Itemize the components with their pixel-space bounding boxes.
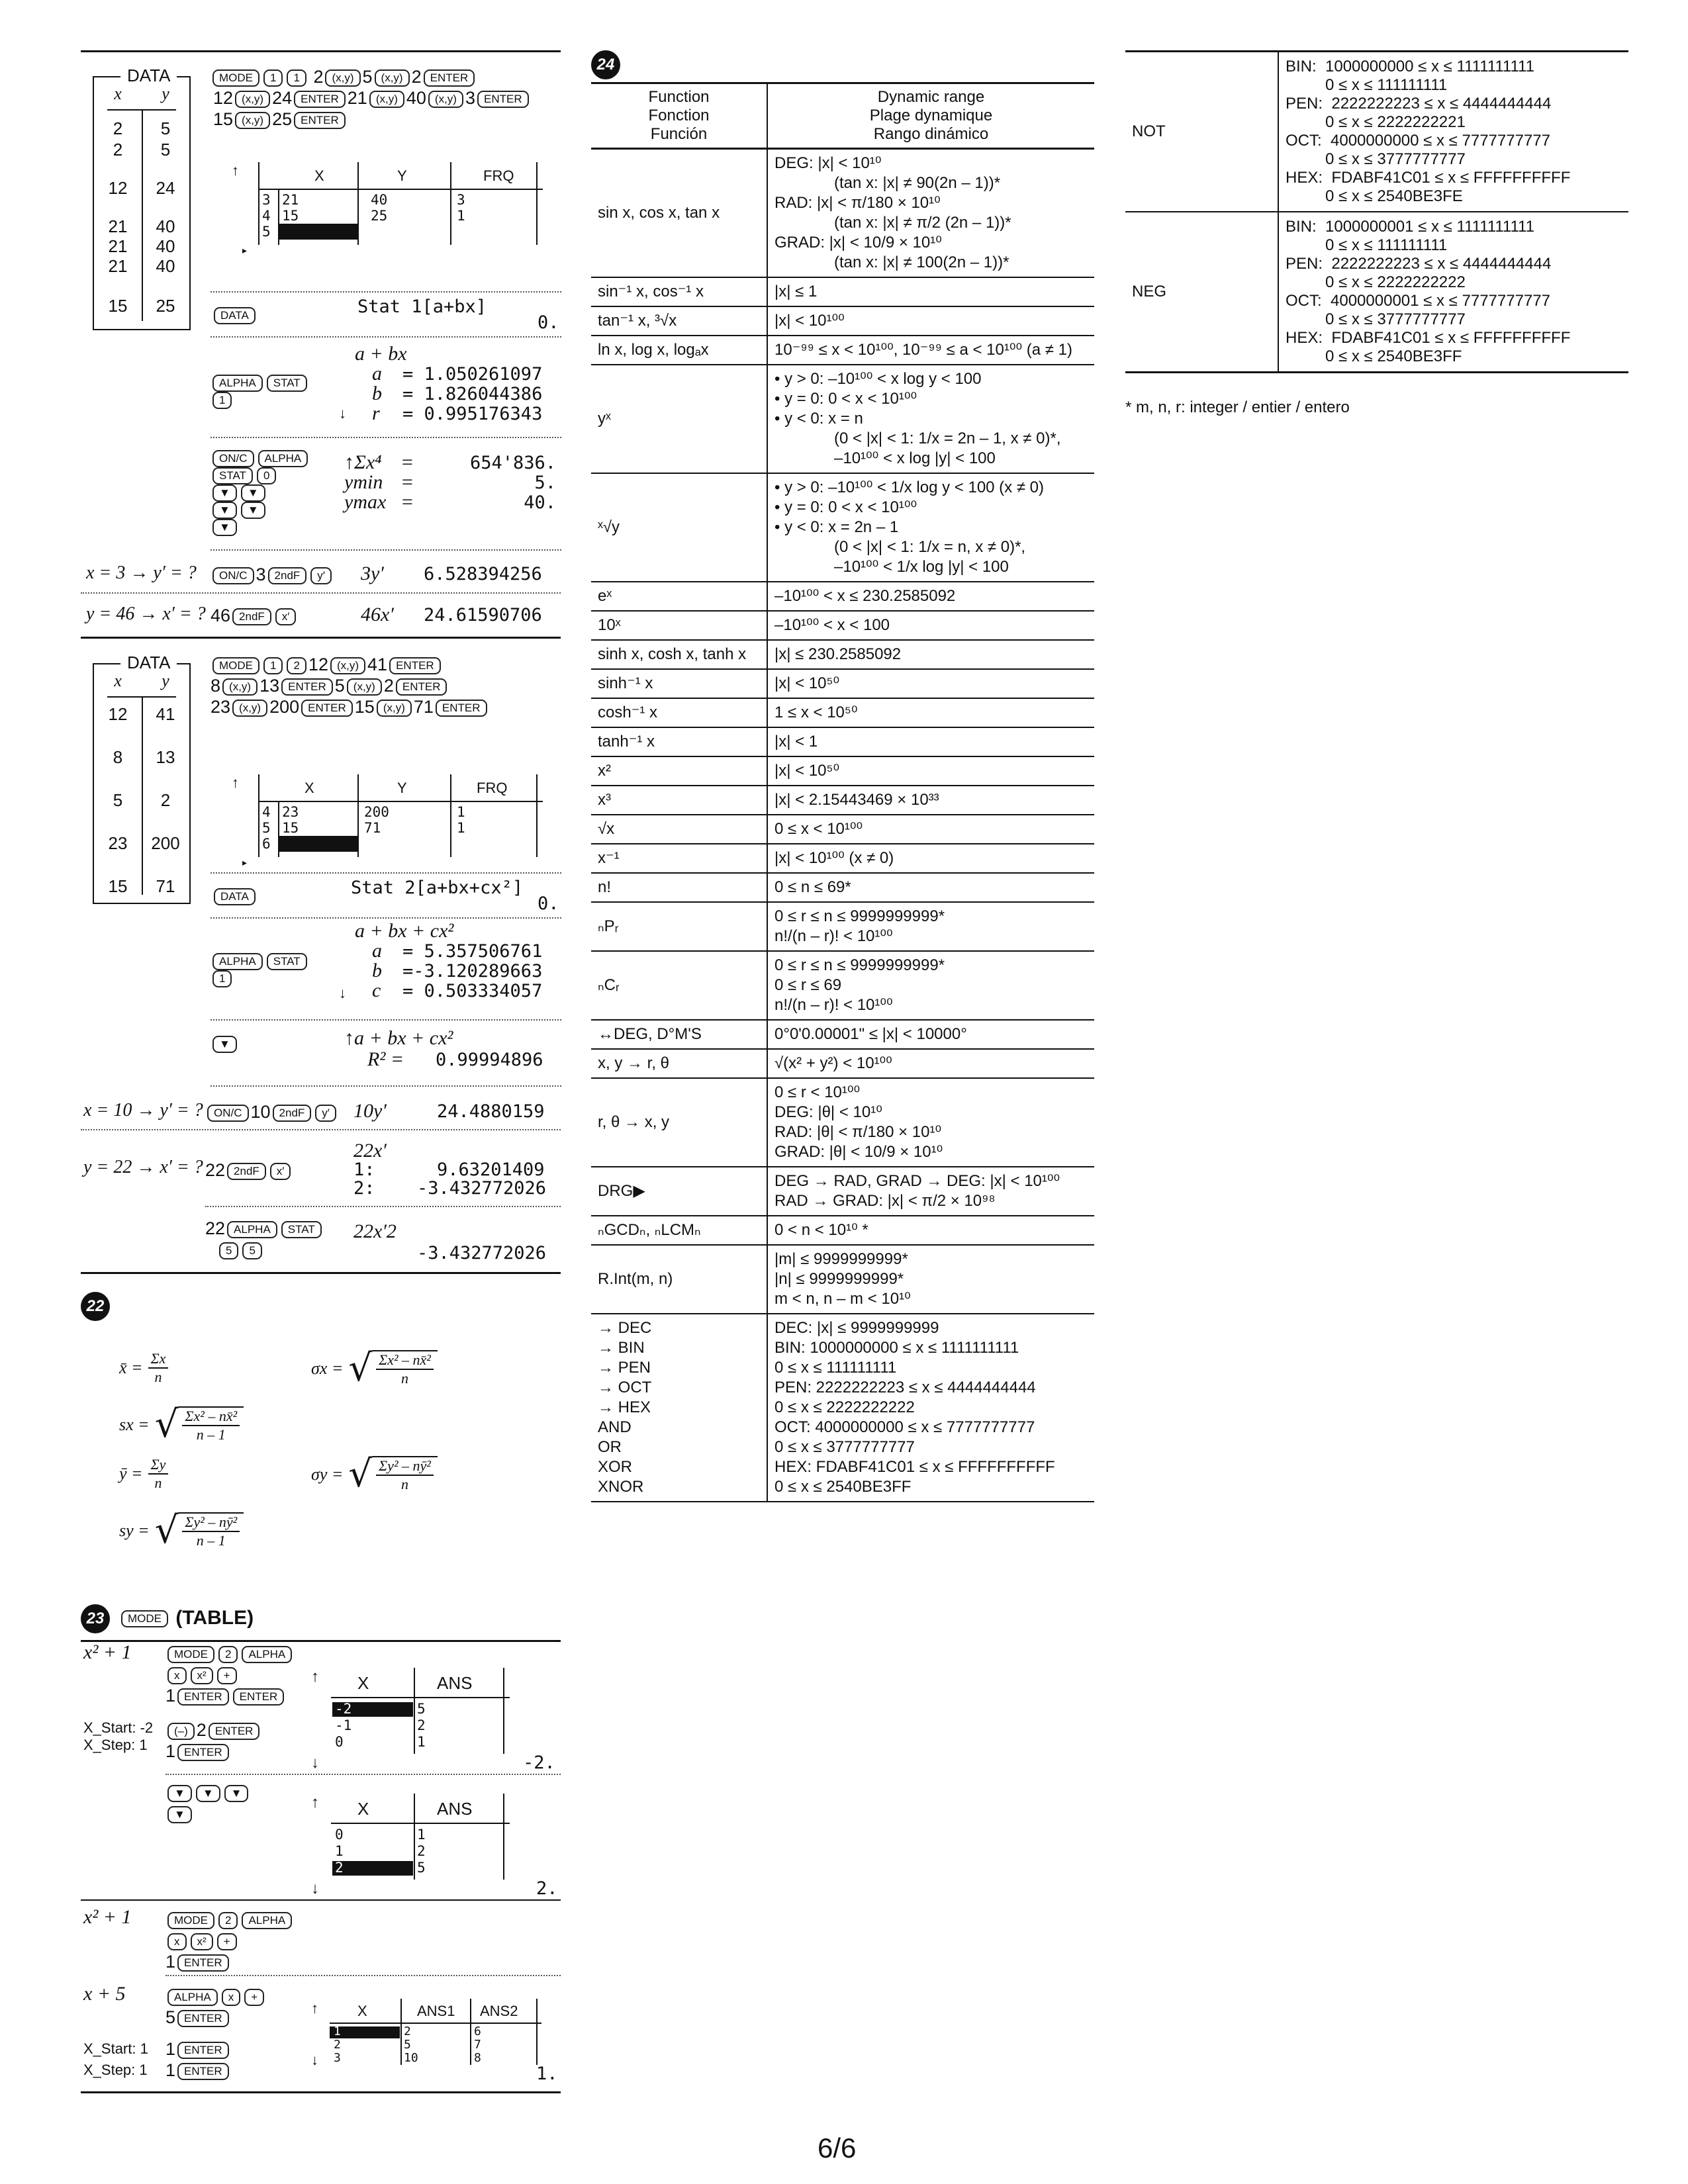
stat1-coeff-keys: ALPHA STAT 1 (211, 375, 309, 409)
stat2-q3-val: -3.432772026 (417, 1243, 547, 1263)
footnote: * m, n, r: integer / entier / entero (1125, 398, 1350, 416)
stat1-data-cell: 12 (108, 178, 128, 198)
range-values: 10⁻⁹⁹ ≤ x < 10¹⁰⁰, 10⁻⁹⁹ ≤ a < 10¹⁰⁰ (a ≠ 1) (767, 336, 1094, 365)
stat1-q2-keys: 46 2ndF x′ (211, 605, 298, 626)
stat1-data-cell: 40 (156, 236, 175, 256)
range-function: ₙGCDₙ, ₙLCMₙ (591, 1216, 767, 1245)
stat1-data-cell: 5 (160, 118, 171, 138)
stat1-q2-val: 24.61590706 (424, 605, 542, 625)
range-values: 0°0'0.00001" ≤ |x| < 10000° (767, 1020, 1094, 1049)
t1-ans: 5 2 1 (417, 1701, 426, 1750)
stat2-coeff-keys: ALPHA STAT 1 (211, 953, 309, 987)
stat1-data-cell: 2 (113, 118, 123, 138)
stat2-data-cell: 71 (156, 876, 175, 896)
range-function: x³ (591, 786, 767, 815)
ex1-xstart: X_Start: -2 X_Step: 1 (83, 1719, 154, 1753)
range-values: 1 ≤ x < 10⁵⁰ (767, 698, 1094, 727)
stat1-data-cell: 40 (156, 216, 175, 236)
stat1-coeff-name: b (372, 383, 382, 404)
stat1-data-cell: 25 (156, 296, 175, 316)
stat2-r2-formula: ↑a + bx + cx² (344, 1027, 453, 1049)
range-values: –10¹⁰⁰ < x < 100 (767, 611, 1094, 640)
stat1-keys-line3: 15 (x,y) 25 ENTER (213, 109, 348, 130)
nn-function: NEG (1125, 212, 1278, 373)
range-values: 0 ≤ x < 10¹⁰⁰ (767, 815, 1094, 844)
stat1-data-cell: 5 (160, 140, 171, 159)
ex3-keys: ALPHA x + 5 ENTER (165, 1985, 266, 2028)
range-row (591, 902, 1094, 951)
stat2-coeff-name: a (372, 940, 382, 962)
range-row (591, 611, 1094, 640)
range-row (591, 873, 1094, 902)
stat1-display-zero: 0. (538, 312, 559, 333)
t1-x: -2 -1 0 (335, 1701, 352, 1750)
stat2-down-key: ▼ (211, 1036, 239, 1053)
stat2-coeff-val: = 0.503334057 (402, 981, 543, 1001)
stat1-mini-table: ↑ X Y FRQ 3 4 5 21 15 40 25 3 1 ▸ (232, 162, 543, 255)
range-values: DEG → RAD, GRAD → DEG: |x| < 10¹⁰⁰ RAD → GRAD: |x| < π/2 × 10⁹⁸ (767, 1167, 1094, 1216)
ex2-keys: MODE 2 ALPHA x x² + 1 ENTER (165, 1909, 294, 1972)
stat1-coeff-name: a (372, 363, 382, 385)
stat1-sum-eq: = (400, 451, 414, 473)
t3-val: 1. (536, 2064, 558, 2084)
stat2-coeff-name: b (372, 960, 382, 981)
stat1-sum-name: ymin (344, 471, 383, 493)
range-function: tan⁻¹ x, ³√x (591, 306, 767, 336)
stat2-q3-disp: 22x′2 (353, 1220, 397, 1242)
range-function: x² (591, 756, 767, 786)
stat1-sum-val: 654'836. (469, 453, 556, 473)
stat2-data-cell: 23 (108, 833, 128, 853)
stat1-formula: a + bx (355, 343, 407, 365)
range-head-function: Function Fonction Función (591, 83, 767, 149)
range-values: DEC: |x| ≤ 9999999999 BIN: 1000000000 ≤ x ≤ 1111111111 0 ≤ x ≤ 111111111 PEN: 2222222223 ≤ x ≤ 4444444444 0 ≤ x ≤ 2222222222 OCT: 4000000000 ≤ x ≤ 7777777777 0 ≤ x ≤ 3777777777 HEX: FDABF41C01 ≤ x ≤ FFFFFFFFFF 0 ≤ x ≤ 2540BE3FF (767, 1314, 1094, 1502)
range-function: x, y → r, θ (591, 1049, 767, 1078)
table-ex1-a: ↑ X ANS -2 -1 0 5 2 1 ↓ (311, 1668, 510, 1774)
stat1-keys-line1: MODE 1 1 2 (x,y) 5 (x,y) 2 ENTER (211, 66, 477, 87)
stat2-data-cell: 2 (160, 790, 171, 810)
stat1-sum-name: ↑Σx⁴ (344, 451, 382, 473)
stat1-mini-x: 21 15 (282, 192, 299, 224)
range-row (591, 640, 1094, 669)
stat2-q2-label: y = 22 → x′ = ? (83, 1157, 203, 1177)
stat1-mini-idx: 3 4 5 (262, 192, 271, 240)
stat2-q2-line2-label: 2: (353, 1178, 375, 1199)
range-row (591, 336, 1094, 365)
range-head-range: Dynamic range Plage dynamique Rango dinámico (767, 83, 1094, 149)
stat2-data-key: DATA (212, 888, 258, 905)
stat1-sum-keys: ON/C ALPHA STAT 0 ▼ ▼ ▼ ▼ ▼ (211, 450, 310, 536)
stat2-q1-disp: 10y′ (353, 1100, 387, 1122)
stat2-coeff-val: = 5.357506761 (402, 941, 543, 962)
stat1-coeff-val: = 1.826044386 (402, 384, 543, 404)
stat2-q3-keys: 22 ALPHA STAT 5 5 (205, 1218, 324, 1260)
range-values: |x| < 10⁵⁰ (767, 669, 1094, 698)
stat2-q1-keys: ON/C 10 2ndF y′ (205, 1101, 338, 1122)
range-values: |m| ≤ 9999999999* |n| ≤ 9999999999* m < n, n – m < 10¹⁰ (767, 1245, 1094, 1314)
range-row (591, 727, 1094, 756)
range-values: |x| < 2.15443469 × 10³³ (767, 786, 1094, 815)
stat1-col-y: y (162, 84, 169, 103)
range-row (591, 1314, 1094, 1502)
cursor-block (279, 224, 357, 240)
stat2-data-cell: 200 (151, 833, 180, 853)
range-function: eˣ (591, 582, 767, 611)
range-row (591, 815, 1094, 844)
section-23-title: MODE (TABLE) (119, 1607, 254, 1629)
stat1-sum-eq: = (400, 471, 414, 493)
stat2-r2-label: R² = (367, 1048, 404, 1070)
section-23-badge: 23 (81, 1604, 110, 1633)
stat1-q1-label: x = 3 → y′ = ? (86, 563, 197, 583)
stat1-display-stat: Stat 1[a+bx] (357, 296, 487, 317)
ex1-xstart-keys: (–) 2 ENTER 1 ENTER (165, 1719, 261, 1762)
range-row (591, 951, 1094, 1020)
range-row (591, 149, 1094, 278)
range-row (591, 844, 1094, 873)
stat2-q1-val: 24.4880159 (437, 1101, 545, 1122)
range-values: • y > 0: –10¹⁰⁰ < x log y < 100 • y = 0: 0 < x < 10¹⁰⁰ • y < 0: x = n (0 < |x| < 1: 1/x = 2n – 1, x ≠ 0)*, –10¹⁰⁰ < x log |y| < 100 (767, 365, 1094, 473)
stat1-q2-label: y = 46 → x′ = ? (86, 604, 206, 624)
stat2-data-cell: 5 (113, 790, 123, 810)
stat2-data-table: DATA x y 12 41 8 13 5 2 23 200 15 71 (93, 663, 191, 904)
table-ex3: ↑ X ANS1 ANS2 1 2 3 2 5 10 6 7 8 ↓ (311, 1999, 543, 2085)
stat1-data-title: DATA (120, 66, 177, 86)
sec22-formula-f3: sx = √ Σx² – nx̄² n – 1 (119, 1406, 244, 1443)
range-function: 10ˣ (591, 611, 767, 640)
range-values: 0 ≤ r ≤ n ≤ 9999999999* n!/(n – r)! < 10¹⁰⁰ (767, 902, 1094, 951)
section-22-badge: 22 (81, 1292, 110, 1321)
stat2-data-cell: 41 (156, 704, 175, 724)
stat2-display-stat: Stat 2[a+bx+cx²] (351, 878, 524, 898)
range-function: ₙPᵣ (591, 902, 767, 951)
ex1-down-keys: ▼ ▼ ▼ ▼ (165, 1782, 250, 1824)
stat2-q2-keys: 22 2ndF x′ (205, 1160, 293, 1181)
top-rule-left (81, 50, 561, 52)
stat1-data-cell: 21 (108, 216, 128, 236)
nn-row (1125, 52, 1628, 212)
ex1-keys: MODE 2 ALPHA x x² + 1 ENTER ENTER (165, 1643, 294, 1706)
range-function: tanh⁻¹ x (591, 727, 767, 756)
range-function: √x (591, 815, 767, 844)
stat2-keys-line2: 8 (x,y) 13 ENTER 5 (x,y) 2 ENTER (211, 675, 449, 696)
stat2-q1-label: x = 10 → y′ = ? (83, 1100, 203, 1120)
stat2-formula: a + bx + cx² (355, 920, 454, 942)
range-values: |x| < 1 (767, 727, 1094, 756)
range-values: DEG: |x| < 10¹⁰ (tan x: |x| ≠ 90(2n – 1))* RAD: |x| < π/180 × 10¹⁰ (tan x: |x| ≠ π/2 (2n – 1))* GRAD: |x| < 10/9 × 10¹⁰ (tan x: |x| ≠ 100(2n – 1))* (767, 149, 1094, 278)
range-function: ˣ√y (591, 473, 767, 582)
stat2-data-cell: 8 (113, 747, 123, 767)
nn-values: BIN: 1000000000 ≤ x ≤ 1111111111 0 ≤ x ≤ 111111111 PEN: 2222222223 ≤ x ≤ 4444444444 0 ≤ x ≤ 2222222221 OCT: 4000000000 ≤ x ≤ 7777777777 0 ≤ x ≤ 3777777777 HEX: FDABF41C01 ≤ x ≤ FFFFFFFFFF 0 ≤ x ≤ 2540BE3FE (1278, 52, 1628, 212)
range-values: 0 ≤ r ≤ n ≤ 9999999999* 0 ≤ r ≤ 69 n!/(n – r)! < 10¹⁰⁰ (767, 951, 1094, 1020)
stat2-q2-line2-val: -3.432772026 (417, 1178, 547, 1199)
stat2-keys-line1: MODE 1 2 12 (x,y) 41 ENTER (211, 654, 443, 675)
stat1-coeff-name: r (372, 402, 380, 424)
ex3-func: x + 5 (83, 1983, 126, 2005)
range-function: n! (591, 873, 767, 902)
range-row (591, 365, 1094, 473)
range-row (591, 1245, 1094, 1314)
stat1-q1-disp: 3y′ (361, 563, 384, 584)
stat2-data-cell: 13 (156, 747, 175, 767)
stat1-sum-name: ymax (344, 491, 387, 513)
range-row (591, 582, 1094, 611)
range-function: x⁻¹ (591, 844, 767, 873)
stat1-sum-eq: = (400, 491, 414, 513)
range-function: cosh⁻¹ x (591, 698, 767, 727)
t2-val: 2. (536, 1878, 558, 1899)
stat1-data-cell: 24 (156, 178, 175, 198)
range-function: DRG▶ (591, 1167, 767, 1216)
range-values: |x| < 10¹⁰⁰ (767, 306, 1094, 336)
stat2-keys-line3: 23 (x,y) 200 ENTER 15 (x,y) 71 ENTER (211, 696, 489, 717)
stat1-col-x: x (114, 84, 122, 103)
stat2-coeff-name: c (372, 979, 381, 1001)
range-row (591, 277, 1094, 306)
range-function: r, θ → x, y (591, 1078, 767, 1167)
stat1-data-cell: 40 (156, 256, 175, 276)
stat2-data-cell: 12 (108, 704, 128, 724)
range-row (591, 669, 1094, 698)
sec22-formula-f5: σy = √ Σy² – nȳ² n (311, 1456, 438, 1493)
range-values: |x| < 10⁵⁰ (767, 756, 1094, 786)
stat1-coeff-val: = 1.050261097 (402, 364, 543, 385)
stat1-q1-val: 6.528394256 (424, 564, 542, 584)
stat1-data-cell: 21 (108, 256, 128, 276)
stat1-q1-keys: ON/C 3 2ndF y′ (211, 564, 334, 585)
range-values: –10¹⁰⁰ < x ≤ 230.2585092 (767, 582, 1094, 611)
stat2-display-zero: 0. (538, 893, 559, 914)
stat1-data-cell: 15 (108, 296, 128, 316)
section-24-badge: 24 (591, 50, 620, 79)
range-row (591, 756, 1094, 786)
stat1-coeff-val: = 0.995176343 (402, 404, 543, 424)
range-values: |x| ≤ 230.2585092 (767, 640, 1094, 669)
ex3-xstart: X_Start: 1 X_Step: 1 (83, 2040, 148, 2078)
stat1-data-key: DATA (212, 307, 258, 324)
range-values: 0 ≤ n ≤ 69* (767, 873, 1094, 902)
range-function: yˣ (591, 365, 767, 473)
stat2-data-title: DATA (120, 653, 177, 673)
range-row (591, 1049, 1094, 1078)
stat1-data-table (93, 66, 191, 330)
t1-val: -2. (523, 1752, 555, 1773)
stat1-sum-val: 5. (534, 473, 556, 493)
ex1-func: x² + 1 (83, 1641, 132, 1663)
stat2-q2-disp: 22x′ (353, 1140, 387, 1161)
range-values: √(x² + y²) < 10¹⁰⁰ (767, 1049, 1094, 1078)
nn-row (1125, 212, 1628, 373)
range-row (591, 1078, 1094, 1167)
nn-function: NOT (1125, 52, 1278, 212)
range-function: → DEC → BIN → PEN → OCT → HEX AND OR XOR XNOR (591, 1314, 767, 1502)
range-row (591, 1020, 1094, 1049)
range-function: ₙCᵣ (591, 951, 767, 1020)
range-function: sin x, cos x, tan x (591, 149, 767, 278)
range-row (591, 786, 1094, 815)
range-function: sin⁻¹ x, cos⁻¹ x (591, 277, 767, 306)
range-function: R.Int(m, n) (591, 1245, 767, 1314)
stat1-q2-disp: 46x′ (361, 604, 394, 625)
not-neg-table (1125, 50, 1628, 373)
range-values: |x| ≤ 1 (767, 277, 1094, 306)
stat2-data-cell: 15 (108, 876, 128, 896)
stat2-coeff-val: =-3.120289663 (402, 961, 543, 981)
sec22-formula-f1: x̄ = $\frac{\Sigma x}{n}$ (119, 1350, 168, 1386)
stat2-q2-line1-label: 1: (353, 1160, 375, 1180)
sec22-formula-f4: ȳ = $\frac{\Sigma y}{n}$ (119, 1456, 168, 1492)
range-row (591, 698, 1094, 727)
sqrt-icon: √ (154, 1403, 179, 1446)
stat1-sum-val: 40. (524, 492, 556, 513)
ex2-func: x² + 1 (83, 1906, 132, 1928)
range-values: 0 < n < 10¹⁰ * (767, 1216, 1094, 1245)
range-function: sinh x, cosh x, tanh x (591, 640, 767, 669)
range-values: |x| < 10¹⁰⁰ (x ≠ 0) (767, 844, 1094, 873)
range-function: ln x, log x, logₐx (591, 336, 767, 365)
stat2-q2-line1-val: 9.63201409 (437, 1160, 545, 1180)
stat1-data-cell: 2 (113, 140, 123, 159)
stat1-mini-y: 40 25 (371, 192, 388, 224)
sqrt-icon: √ (348, 1347, 373, 1390)
range-row (591, 1167, 1094, 1216)
range-function: ↔DEG, D°M'S (591, 1020, 767, 1049)
range-table (591, 82, 1094, 1502)
stat1-mini-frq: 3 1 (457, 192, 465, 224)
ex3-xstart-keys: 1 ENTER 1 ENTER (165, 2038, 231, 2081)
sec22-formula-f2: σx = √ Σx² – nx̄² n (311, 1350, 438, 1387)
sqrt-icon: √ (154, 1509, 179, 1552)
sqrt-icon: √ (348, 1453, 373, 1496)
range-row (591, 1216, 1094, 1245)
range-row (591, 473, 1094, 582)
range-row (591, 306, 1094, 336)
stat2-r2-val: 0.99994896 (436, 1050, 543, 1070)
page-number: 6/6 (818, 2132, 857, 2163)
sec22-formula-f6: sy = √ Σy² – nȳ² n – 1 (119, 1512, 244, 1549)
range-values: 0 ≤ r < 10¹⁰⁰ DEG: |θ| < 10¹⁰ RAD: |θ| < π/180 × 10¹⁰ GRAD: |θ| < 10/9 × 10¹⁰ (767, 1078, 1094, 1167)
nn-values: BIN: 1000000001 ≤ x ≤ 1111111111 0 ≤ x ≤ 111111111 PEN: 2222222223 ≤ x ≤ 4444444444 0 ≤ x ≤ 2222222222 OCT: 4000000001 ≤ x ≤ 7777777777 0 ≤ x ≤ 3777777777 HEX: FDABF41C01 ≤ x ≤ FFFFFFFFFF 0 ≤ x ≤ 2540BE3FF (1278, 212, 1628, 373)
table-ex1-b: ↑ X ANS 0 1 2 1 2 5 ↓ (311, 1794, 510, 1899)
range-function: sinh⁻¹ x (591, 669, 767, 698)
stat1-data-cell: 21 (108, 236, 128, 256)
stat2-mini-table: ↑ X Y FRQ 4 5 6 23 15 200 71 1 1 ▸ (232, 774, 543, 867)
stat1-keys-line2: 12 (x,y) 24 ENTER 21 (x,y) 40 (x,y) 3 ENTER (213, 87, 531, 109)
range-values: • y > 0: –10¹⁰⁰ < 1/x log y < 100 (x ≠ 0) • y = 0: 0 < x < 10¹⁰⁰ • y < 0: x = 2n – 1 (0 < |x| < 1: 1/x = n, x ≠ 0)*, –10¹⁰⁰ < 1/x log |y| < 100 (767, 473, 1094, 582)
